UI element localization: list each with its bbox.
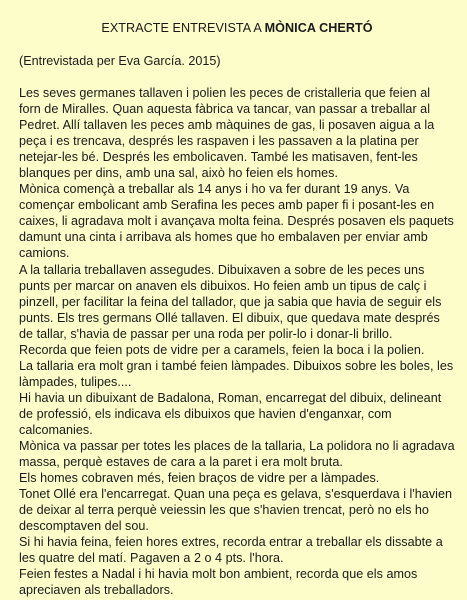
paragraph: Recorda que feien pots de vidre per a caramels, feien la boca i la polien. [19, 342, 425, 357]
document-title [19, 20, 455, 36]
paragraph: Mònica va passar per totes les places de la tallaria, La polidora no li agradava massa, perquè estaves de cara a la paret i era molt bruta. [19, 439, 455, 470]
paragraph: Si hi havia feina, feien hores extres, recorda entrar a treballar els dissabte a les quatre del matí. Pagaven a 2 o 4 pts. l'hora. [19, 535, 443, 566]
paragraph: Hi havia un dibuixant de Badalona, Roman, encarregat del dibuix, delineant de professió, els indicava els dibuixos que havien d'enganxar, com calcomanies. [19, 390, 442, 437]
byline: (Entrevistada per Eva García. 2015) [19, 54, 221, 68]
title-prefix: EXTRACTE ENTREVISTA A [101, 21, 265, 35]
paragraph: Els homes cobraven més, feien braços de vidre per a làmpades. [19, 471, 380, 486]
paragraph: Feien festes a Nadal i hi havia molt bon ambient, recorda que els amos apreciaven als treballadors. [19, 567, 418, 598]
paragraph: Tonet Ollé era l'encarregat. Quan una peça es gelava, s'esquerdava i l'havien de deixar al terra perquè veiessin les que s'havien trencat, però no els ho descomptaven del sou. [19, 487, 453, 534]
paragraph: A la tallaria treballaven assegudes. Dibuixaven a sobre de les peces uns punts per marcar on anaven els dibuixos. Ho feien amb un tipus de calç i pinzell, per facilitar la feina del tallador, que ja sabia que havia de seguir els punts. Els tres germans Ollé tallaven. El dibuix, que quedava mate després de tallar, s'havia de passar per una roda per polir-lo i donar-li brillo. [19, 262, 442, 341]
paragraph: Mònica començà a treballar als 14 anys i ho va fer durant 19 anys. Va començar embolicant amb Serafina les peces amb paper fi i posant-les en caixes, li agradava molt i avançava molta feina. Després posaven els paquets damunt una cinta i arribava als homes que ho embalaven per enviar amb camions. [19, 182, 454, 261]
title-name: MÒNICA CHERTÓ [264, 21, 373, 35]
document-body [19, 85, 455, 599]
paragraph: La tallaria era molt gran i també feien làmpades. Dibuixos sobre les boles, les làmpades, tulipes.... [19, 358, 454, 389]
paragraph: Les seves germanes tallaven i polien les peces de cristalleria que feien al forn de Miralles. Quan aquesta fàbrica va tancar, van passar a treballar al Pedret. Allí tallaven les peces amb màquines de gas, li posaven aigua a la peça i es trencava, després les raspaven i les passaven a la platina per netejar-les bé. Després les embolicaven. També les matisaven, fent-les blanques per dins, amb una sal, això ho feien els homes. [19, 86, 435, 181]
